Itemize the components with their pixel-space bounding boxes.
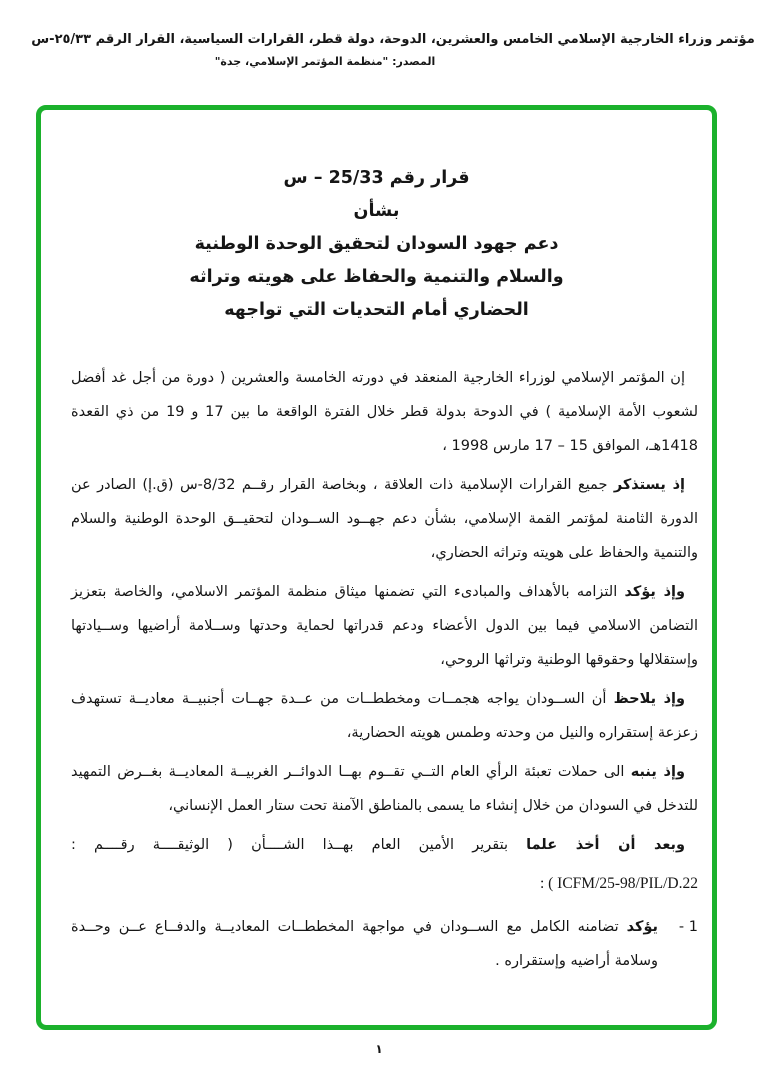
page-number: ١ [375, 1042, 383, 1056]
preamble-paragraph [71, 361, 698, 463]
paragraph-text: أن الســودان يواجه هجمــات ومخططــات من عــدة جهــات أجنبيــة معاديــة تستهدف زعزعة إستقراره والنيل من وحدته وطمس هويته الحضارية، [71, 691, 698, 741]
preamble-paragraph [71, 575, 698, 677]
paragraph-text: التزامه بالأهداف والمبادىء التي تضمنها ميثاق منظمة المؤتمر الاسلامي، والخاصة بتعزيز التضامن الاسلامي فيما بين الدول الأعضاء ودعم قدراتها لحماية وحدتها وســلامة أراضيها وســيادتها وإستقلالها وحقوقها الوطنية وتراثها الروحي، [71, 584, 698, 668]
preamble-paragraph [71, 682, 698, 750]
decision-title [41, 162, 712, 327]
page-frame-border [36, 105, 717, 1030]
paragraph-lead: وإذ يلاحظ [613, 691, 686, 707]
paragraph-lead: وبعد أن أخذ علما [526, 837, 685, 853]
preamble-paragraph [71, 828, 698, 862]
document-header [0, 30, 758, 70]
operative-items [71, 910, 698, 978]
preamble [71, 361, 698, 901]
item-number: 1 - [678, 919, 698, 935]
paragraph-text: بتقرير الأمين العام بهــذا الشــــأن ( الوثيقــــة رقــــم : [71, 837, 527, 853]
paragraph-lead: وإذ ينبه [630, 764, 685, 780]
header-source: المصدر: "منظمة المؤتمر الإسلامي، جدة" [214, 55, 436, 68]
header-citation: مؤتمر وزراء الخارجية الإسلامي الخامس والعشرين، الدوحة، دولة قطر، القرارات السياسية، القرار الرقم ٢٥/٣٣-س [31, 32, 755, 47]
preamble-paragraph [71, 755, 698, 823]
title-line: بشأن [353, 201, 400, 221]
paragraph-lead: وإذ يؤكد [624, 584, 685, 600]
operative-item [71, 910, 698, 978]
title-line: والسلام والتنمية والحفاظ على هويته وتراثه [189, 267, 564, 287]
decision-body [71, 361, 698, 978]
title-line: دعم جهود السودان لتحقيق الوحدة الوطنية [194, 234, 559, 254]
item-lead: يؤكد [626, 919, 658, 935]
document-reference: : ( ICFM/25-98/PIL/D.22 [539, 875, 698, 892]
paragraph-text: الى حملات تعبئة الرأي العام التــي تقــوم بهــا الدوائــر الغربيــة المعاديــة بغــرض التمهيد للتدخل في السودان من خلال إنشاء ما يسمى بالمناطق الآمنة تحت ستار العمل الإنساني، [71, 764, 698, 814]
paragraph-lead: إذ يستذكر [613, 477, 686, 493]
item-text [71, 910, 658, 978]
preamble-paragraph [71, 468, 698, 570]
item-body: تضامنه الكامل مع الســودان في مواجهة المخططــات المعاديــة والدفــاع عــن وحــدة وسلامة أراضيه وإستقراره . [71, 919, 658, 969]
paragraph-text: جميع القرارات الإسلامية ذات العلاقة ، وبخاصة القرار رقــم 8/32-س (ق.إ) الصادر عن الدورة الثامنة لمؤتمر القمة الإسلامي، بشأن دعم جهــود الســودان لتحقيــق الوحدة الوطنية والسلام والتنمية والحفاظ على هويته وتراثه الحضاري، [71, 477, 698, 561]
paragraph-text: إن المؤتمر الإسلامي لوزراء الخارجية المنعقد في دورته الخامسة والعشرين ( دورة من أجل غد أفضل لشعوب الأمة الإسلامية ) في الدوحة بدولة قطر خلال الفترة الواقعة ما بين 17 و 19 من ذي القعدة 1418هـ، الموافق 15 – 17 مارس 1998 ، [71, 370, 698, 454]
title-line: قرار رقم 25/33 – س [283, 168, 470, 188]
title-line: الحضاري أمام التحديات التي تواجهه [224, 300, 529, 320]
